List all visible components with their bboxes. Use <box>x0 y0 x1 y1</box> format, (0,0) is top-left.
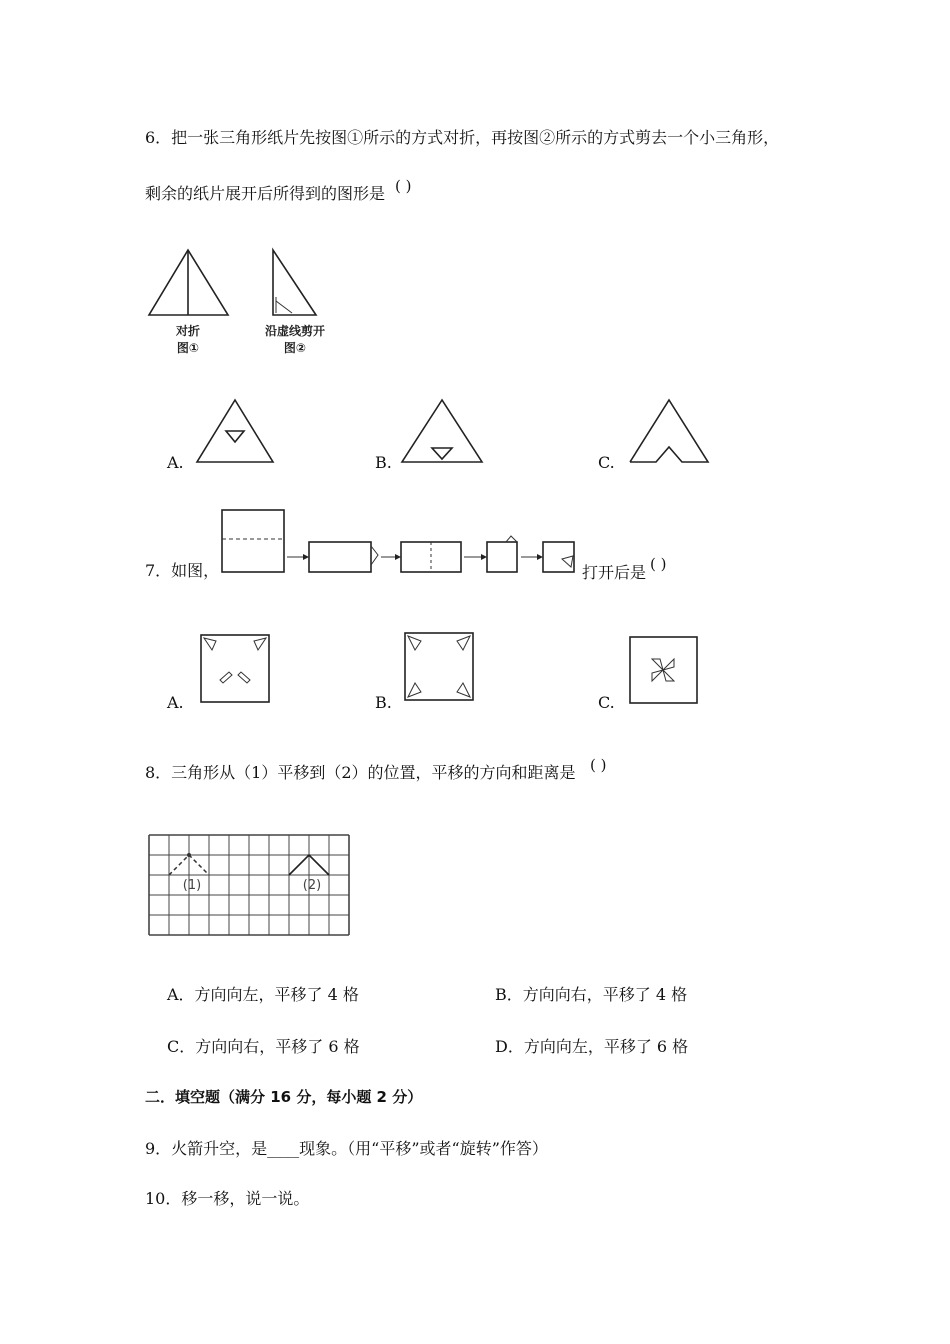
q7-option-a-label[interactable]: A. <box>167 693 184 712</box>
q7-answer-paren: ( ) <box>650 555 667 573</box>
q6-option-b-label[interactable]: B. <box>375 453 392 472</box>
q8-option-b[interactable]: B．方向向右，平移了 4 格 <box>495 985 688 1004</box>
q6-option-a-label[interactable]: A. <box>167 453 184 472</box>
q10-text: 10．移一移，说一说。 <box>145 1189 310 1208</box>
q7-suffix: 打开后是 <box>582 563 647 582</box>
step1-square <box>222 510 284 572</box>
fig1-caption-b: 图① <box>176 341 200 355</box>
q8-option-d[interactable]: D．方向向左，平移了 6 格 <box>495 1037 689 1056</box>
section-2-title: 二．填空题（满分 16 分，每小题 2 分） <box>145 1088 423 1106</box>
step4-square <box>487 542 517 572</box>
fig2-cut-line <box>276 301 292 313</box>
q8-stem: 8．三角形从（1）平移到（2）的位置，平移的方向和距离是 <box>145 763 576 782</box>
q6-option-c-figure[interactable] <box>622 395 717 470</box>
q6-option-c-label[interactable]: C. <box>598 453 615 472</box>
q7-fold-sequence <box>215 505 585 577</box>
fig1-caption-a: 对折 <box>175 324 201 338</box>
q6-line2: 剩余的纸片展开后所得到的图形是 <box>145 184 386 203</box>
q7-option-a-figure[interactable] <box>196 630 276 706</box>
fig2-caption-a: 沿虚线剪开 <box>264 324 326 338</box>
q7-option-c-label[interactable]: C. <box>598 693 615 712</box>
fig2-half-triangle <box>273 250 316 315</box>
q8-answer-paren: ( ) <box>590 756 607 774</box>
q9-text: 9．火箭升空，是____现象。（用“平移”或者“旋转”作答） <box>145 1139 548 1158</box>
fig2-caption-b: 图② <box>283 341 307 355</box>
step2-rect <box>309 542 371 572</box>
q6-option-a-figure[interactable] <box>190 395 280 470</box>
q6-line1: 6．把一张三角形纸片先按图①所示的方式对折，再按图②所示的方式剪去一个小三角形， <box>145 128 780 147</box>
q7-option-b-figure[interactable] <box>400 628 480 704</box>
q6-option-b-figure[interactable] <box>398 395 488 470</box>
triangle-2-label: (2) <box>302 878 322 893</box>
q7-prefix: 7．如图， <box>145 561 220 580</box>
q8-option-c[interactable]: C．方向向右，平移了 6 格 <box>167 1037 360 1056</box>
q6-fold-figures <box>140 245 350 360</box>
q7-option-b-label[interactable]: B. <box>375 693 392 712</box>
q7-option-c-figure[interactable] <box>625 632 703 706</box>
triangle-1-label: (1) <box>182 878 202 893</box>
q8-grid-figure <box>148 832 353 942</box>
q6-answer-paren: ( ) <box>395 177 412 195</box>
q8-option-a[interactable]: A．方向向左，平移了 4 格 <box>167 985 359 1004</box>
